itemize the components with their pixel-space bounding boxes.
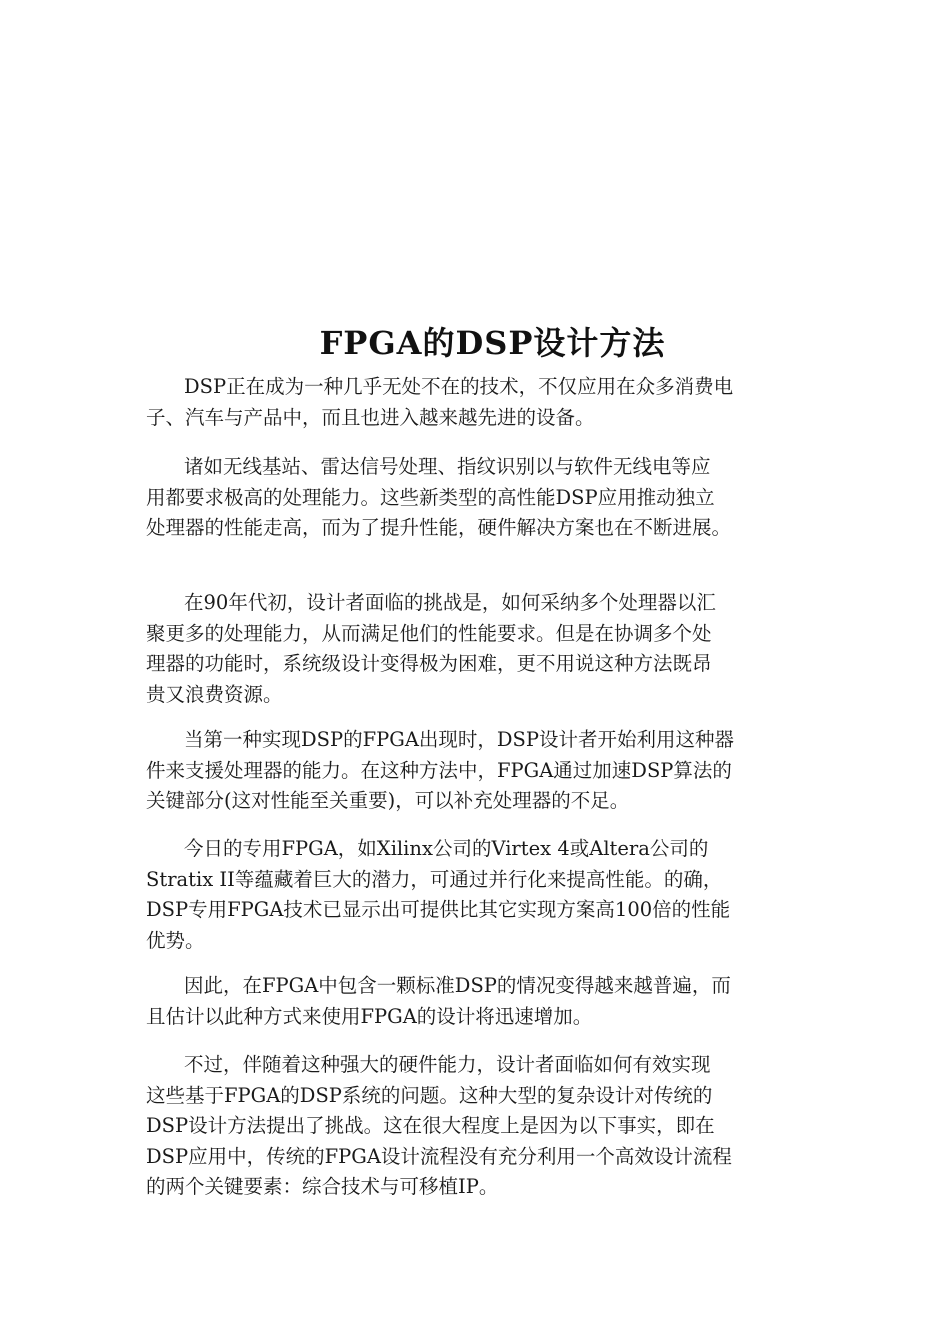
paragraph-5 — [146, 834, 806, 956]
paragraph-line: 诸如无线基站、雷达信号处理、指纹识别以与软件无线电等应 — [184, 455, 711, 478]
paragraph-line: 理器的功能时，系统级设计变得极为困难，更不用说这种方法既昂 — [146, 652, 712, 675]
paragraph-line: 处理器的性能走高，而为了提升性能，硬件解决方案也在不断进展。 — [146, 516, 732, 539]
paragraph-line: 今日的专用FPGA，如Xilinx公司的Virtex 4或Altera公司的 — [184, 837, 709, 860]
paragraph-line: 关键部分(这对性能至关重要)，可以补充处理器的不足。 — [146, 789, 630, 812]
paragraph-3 — [146, 588, 806, 710]
paragraph-line: DSP应用中，传统的FPGA设计流程没有充分利用一个高效设计流程 — [146, 1144, 732, 1168]
document-title: FPGA的DSP设计方法 — [319, 324, 666, 363]
paragraph-1 — [146, 372, 806, 433]
paragraph-line: 且估计以此种方式来使用FPGA的设计将迅速增加。 — [146, 1004, 593, 1028]
paragraph-line: 的两个关键要素：综合技术与可移植IP。 — [146, 1175, 499, 1198]
paragraph-line: DSP专用FPGA技术已显示出可提供比其它实现方案高100倍的性能 — [146, 898, 731, 921]
paragraph-line: 这些基于FPGA的DSP系统的问题。这种大型的复杂设计对传统的 — [146, 1083, 713, 1107]
paragraph-line: 贵又浪费资源。 — [146, 682, 283, 706]
paragraph-line: 在90年代初，设计者面临的挑战是，如何采纳多个处理器以汇 — [184, 591, 716, 614]
paragraph-line: 不过，伴随着这种强大的硬件能力，设计者面临如何有效实现 — [184, 1053, 711, 1076]
paragraph-line: 优势。 — [146, 928, 205, 952]
paragraph-line: DSP设计方法提出了挑战。这在很大程度上是因为以下事实，即在 — [146, 1114, 715, 1137]
paragraph-line: 件来支援处理器的能力。在这种方法中，FPGA通过加速DSP算法的 — [146, 758, 732, 782]
paragraph-line: DSP正在成为一种几乎无处不在的技术，不仅应用在众多消费电 — [184, 375, 734, 398]
paragraph-2 — [146, 452, 806, 544]
paragraph-6 — [146, 971, 806, 1032]
paragraph-4 — [146, 725, 806, 817]
paragraph-line: 子、汽车与产品中，而且也进入越来越先进的设备。 — [146, 405, 595, 429]
paragraph-7 — [146, 1050, 806, 1203]
paragraph-line: 聚更多的处理能力，从而满足他们的性能要求。但是在协调多个处 — [146, 621, 712, 645]
paragraph-line: 因此，在FPGA中包含一颗标准DSP的情况变得越来越普遍，而 — [184, 974, 731, 997]
paragraph-line: 当第一种实现DSP的FPGA出现时，DSP设计者开始利用这种器 — [184, 728, 735, 751]
paragraph-line: Stratix II等蕴藏着巨大的潜力，可通过并行化来提高性能。的确， — [146, 867, 723, 891]
paragraph-line: 用都要求极高的处理能力。这些新类型的高性能DSP应用推动独立 — [146, 485, 715, 509]
